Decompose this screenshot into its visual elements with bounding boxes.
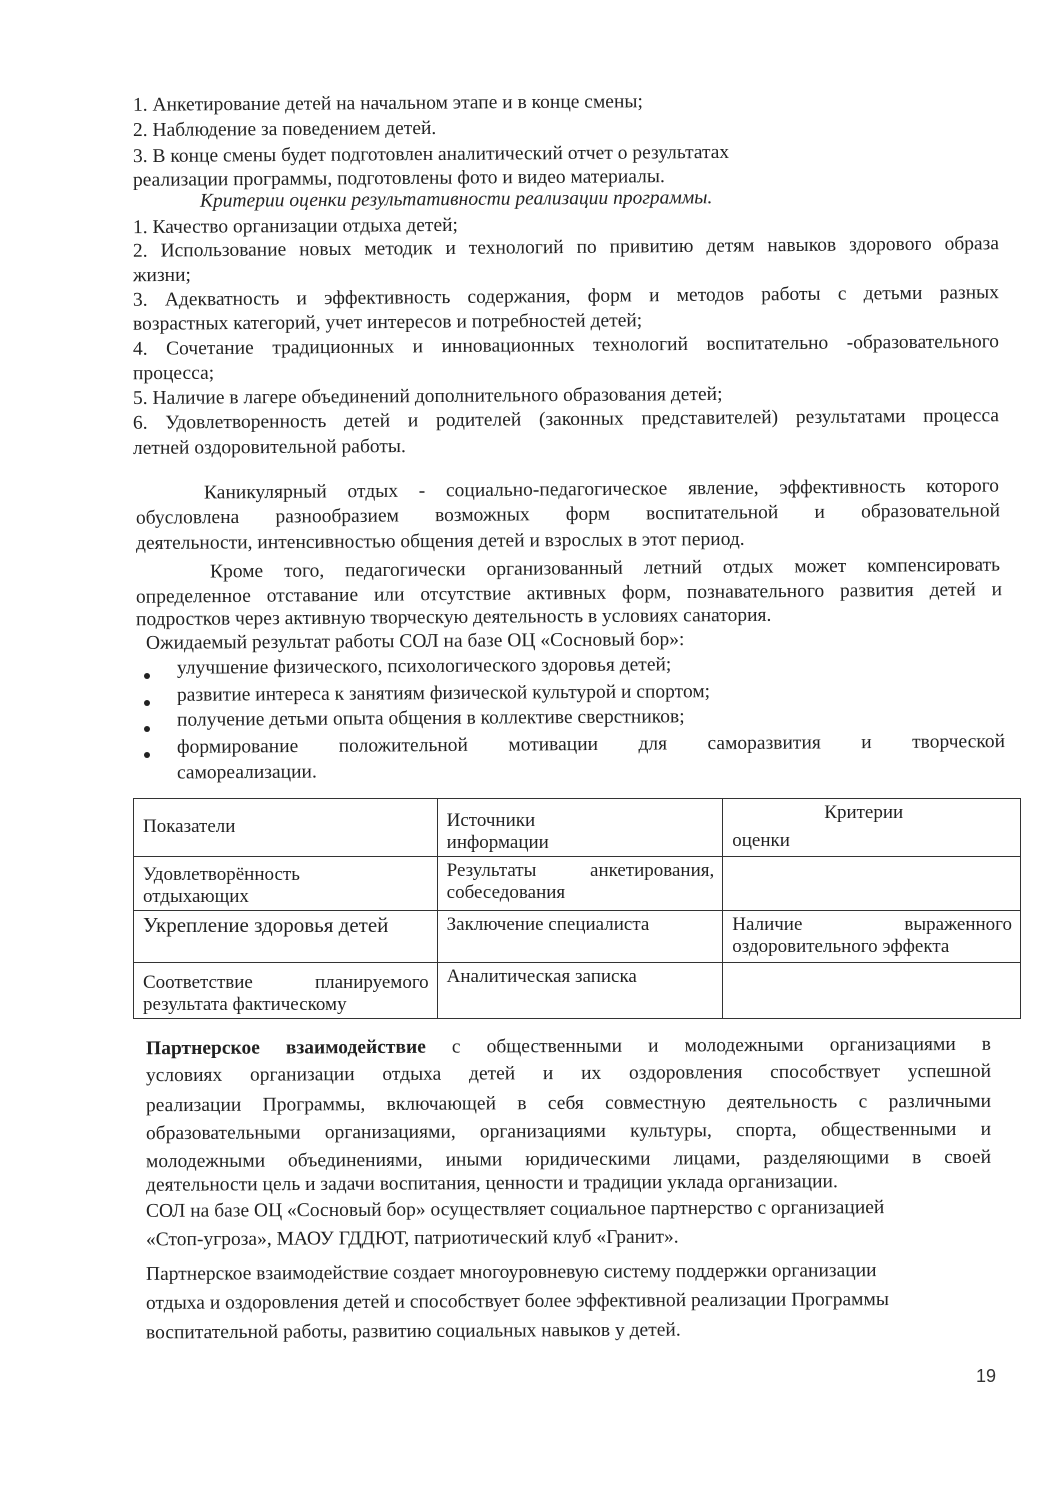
final-para-line-1: Партнерское взаимодействие создает многоуровневую систему поддержки организации [145,1260,877,1285]
cell-line: Наличие выраженного [732,914,1012,935]
table-cell [134,963,438,1019]
method-item-3: 3. В конце смены будет подготовлен аналитический отчет о результатах [132,141,730,168]
indicators-table [133,798,1021,1019]
table-row [134,857,1021,911]
table-cell [723,911,1021,963]
criteria-item-3-cont: возрастных категорий, учет интересов и потребностей детей; [132,310,643,335]
criteria-item-6: 6. Удовлетворенность детей и родителей (законных представителей) результатами процесса [132,405,1000,434]
table-row [134,911,1021,963]
expected-result-item-2: развитие интереса к занятиям физической культурой и спортом; [176,681,711,706]
bullet-icon [144,726,150,732]
partner-para-line-4: образовательными организациями, организациями культуры, спорта, общественными и [145,1118,992,1145]
vacation-para-line-2: обусловлена разнообразием возможных форм воспитательной и образовательной [135,500,1001,529]
sol-para-line-2: «Стоп-угроза», МАОУ ГДДЮТ, патриотический клуб «Гранит». [145,1226,679,1251]
table-cell [437,857,723,911]
criteria-item-5: 5. Наличие в лагере объединений дополнительного образования детей; [132,383,723,410]
moreover-para-line-3: подростков через активную творческую деятельность в условиях санатория. [135,604,772,631]
table-cell [437,911,723,963]
partner-para-line-5: молодежными объединениями, иными юридическими лицами, разделяющими в своей [145,1146,992,1173]
method-item-1: 1. Анкетирование детей на начальном этапе и в конце смены; [132,91,643,116]
vacation-para-line-3: деятельности, интенсивностью общения детей и взрослых в этот период. [135,528,745,555]
table-header-cell [134,799,438,857]
criteria-item-1: 1. Качество организации отдыха детей; [132,214,458,239]
criteria-item-4: 4. Сочетание традиционных и инновационных технологий воспитательно -образовательного [132,331,1000,360]
table-header-cell [437,799,723,857]
expected-result-item-4: формирование положительной мотивации для саморазвития и творческой [176,731,1006,758]
expected-result-lead: Ожидаемый результат работы СОЛ на базе ОЦ «Сосновый бор»: [145,629,685,654]
table-row [134,963,1021,1019]
cell-line: Удовлетворённость [143,864,300,885]
header-criteria-line-1: Критерии [824,802,904,823]
expected-result-item-4-cont: самореализации. [176,761,317,784]
partner-bold-lead: Партнерское взаимодействие [145,1036,426,1060]
criteria-item-4-cont: процесса; [132,362,215,385]
cell-line: оздоровительного эффекта [732,936,950,957]
partner-para-line-2: условиях организации отдыха детей и их оздоровления способствует успешной [145,1060,992,1087]
expected-result-item-1: улучшение физического, психологического здоровья детей; [176,654,672,679]
vacation-para-line-1: Каникулярный отдых - социально-педагогическое явление, эффективность которого [203,475,1000,504]
page-number: 19 [976,1366,997,1386]
cell-line: Соответствие планируемого [143,972,429,993]
header-sources-line-2: информации [446,832,549,853]
bullet-icon [144,752,150,758]
criteria-item-2-cont: жизни; [132,264,191,287]
cell-line: Аналитическая записка [446,966,637,987]
table-header-row [134,799,1021,857]
final-para-line-2: отдыха и оздоровления детей и способствует более эффективной реализации Программы [145,1289,890,1314]
moreover-para-line-1: Кроме того, педагогически организованный летний отдых может компенсировать [209,554,1001,583]
sol-para-line-1: СОЛ на базе ОЦ «Сосновый бор» осуществляет социальное партнерство с организацией [145,1197,885,1222]
bullet-icon [144,673,150,679]
partner-para-line-3: реализации Программы, включающей в себя совместную деятельность с различными [145,1090,992,1117]
table-cell [437,963,723,1019]
table-header-cell [723,799,1021,857]
partner-line-text: с общественными и молодежными организациями в [425,1033,992,1058]
cell-line: Укрепление здоровья детей [143,913,389,937]
criteria-item-3: 3. Адекватность и эффективность содержания, форм и методов работы с детьми разных [132,282,1000,311]
criteria-heading: Критерии оценки результативности реализации программы. [199,187,713,212]
method-item-3-cont: реализации программы, подготовлены фото и видео материалы. [132,166,665,191]
cell-line: отдыхающих [143,886,249,907]
cell-line: результата фактическому [143,994,347,1015]
criteria-item-2: 2. Использование новых методик и технологий по привитию детям навыков здорового образа [132,233,1000,262]
cell-line: собеседования [446,882,566,903]
cell-line: Заключение специалиста [446,914,650,935]
header-criteria-line-2: оценки [732,830,790,851]
table-cell [723,857,1021,911]
header-sources-line-1: Источники [446,810,536,831]
partner-para-line-1 [146,1033,991,1061]
bullet-icon [144,700,150,706]
expected-result-item-3: получение детьми опыта общения в коллективе сверстников; [176,706,685,731]
moreover-para-line-2: определенное отставание или отсутствие активных форм, познавательного развития детей и [135,579,1003,608]
header-indicators: Показатели [143,816,236,837]
table-cell [134,911,438,963]
partner-para-line-6: деятельности цель и задачи воспитания, ценности и традиции уклада организации. [145,1171,838,1196]
cell-line: Результаты анкетирования, [446,860,715,881]
method-item-2: 2. Наблюдение за поведением детей. [132,117,437,142]
table-cell [723,963,1021,1019]
final-para-line-3: воспитательной работы, развитию социальных навыков у детей. [145,1319,681,1344]
table-cell [134,857,438,911]
criteria-item-6-cont: летней оздоровительной работы. [132,436,406,459]
